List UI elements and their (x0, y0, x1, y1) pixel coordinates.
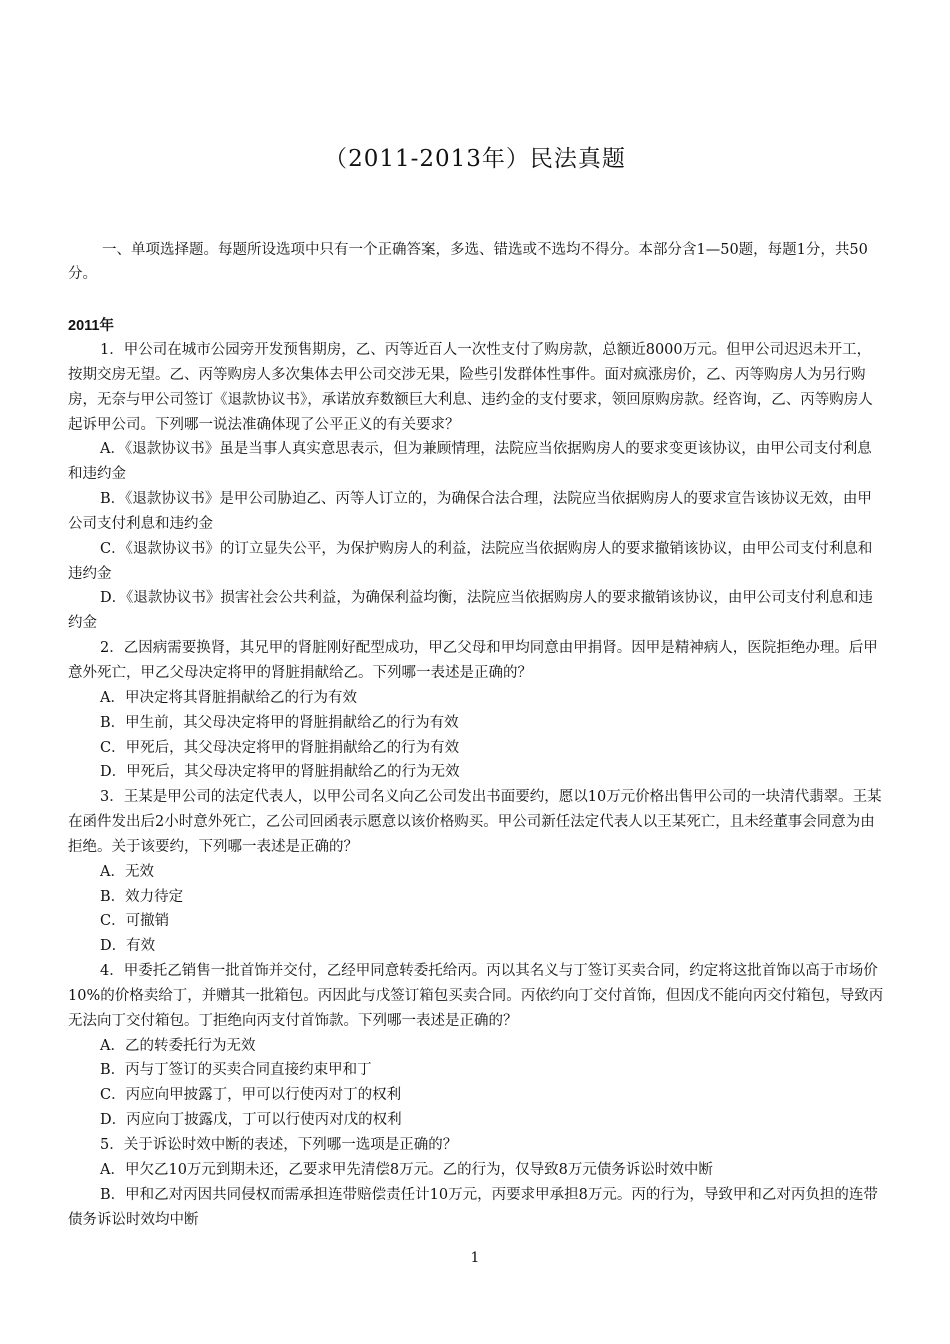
option-3d: D．有效 (100, 938, 156, 955)
option-4c: C．丙应向甲披露丁，甲可以行使丙对丁的权利 (100, 1087, 402, 1104)
page-number: 1 (470, 1250, 480, 1266)
option-1a: A．《退款协议书》虽是当事人真实意思表示，但为兼顾情理，法院应当依据购房人的要求变更该协议，由甲公司支付利息和违约金 (68, 441, 872, 483)
option-2b: B．甲生前，其父母决定将甲的肾脏捐献给乙的行为有效 (100, 714, 459, 731)
option-4a: A．乙的转委托行为无效 (100, 1037, 256, 1054)
question-2: 2．乙因病需要换肾，其兄甲的肾脏刚好配型成功，甲乙父母和甲均同意由甲捐肾。因甲是精神病人，医院拒绝办理。后甲意外死亡，甲乙父母决定将甲的肾脏捐献给乙。下列哪一表述是正确的？ (68, 640, 878, 681)
question-1: 1．甲公司在城市公园旁开发预售期房，乙、丙等近百人一次性支付了购房款，总额近8000万元。但甲公司迟迟未开工，按期交房无望。乙、丙等购房人多次集体去甲公司交涉无果，险些引发群体性事件。面对疯涨房价，乙、丙等购房人为另行购房，无奈与甲公司签订《退款协议书》，承诺放弃数额巨大利息、违约金的支付要求，领回原购房款。经咨询，乙、丙等购房人起诉甲公司。下列哪一说法准确体现了公平正义的有关要求？ (68, 342, 873, 433)
option-5b: B．甲和乙对丙因共同侵权而需承担连带赔偿责任计10万元，丙要求甲承担8万元。丙的行为，导致甲和乙对丙负担的连带债务诉讼时效均中断 (68, 1186, 878, 1228)
document-title: （2011-2013年）民法真题 (324, 146, 626, 172)
year-heading: 2011年 (68, 318, 114, 334)
question-3: 3．王某是甲公司的法定代表人，以甲公司名义向乙公司发出书面要约，愿以10万元价格出售甲公司的一块清代翡翠。王某在函件发出后2小时意外死亡，乙公司回函表示愿意以该价格购买。甲公司新任法定代表人以王某死亡，且未经董事会同意为由拒绝。关于该要约，下列哪一表述是正确的？ (68, 789, 882, 855)
option-1c: C．《退款协议书》的订立显失公平，为保护购房人的利益，法院应当依据购房人的要求撤销该协议，由甲公司支付利息和违约金 (68, 540, 873, 582)
option-2d: D．甲死后，其父母决定将甲的肾脏捐献给乙的行为无效 (100, 764, 460, 781)
option-3a: A．无效 (100, 863, 154, 880)
option-3c: C．可撤销 (100, 913, 170, 930)
option-2a: A．甲决定将其肾脏捐献给乙的行为有效 (100, 689, 357, 706)
option-5a: A．甲欠乙10万元到期未还，乙要求甲先清偿8万元。乙的行为，仅导致8万元债务诉讼时效中断 (100, 1161, 713, 1178)
option-1d: D．《退款协议书》损害社会公共利益，为确保利益均衡，法院应当依据购房人的要求撤销该协议，由甲公司支付利息和违约金 (68, 590, 873, 632)
section-intro: 一、单项选择题。每题所设选项中只有一个正确答案，多选、错选或不选均不得分。本部分含1—50题，每题1分，共50分。 (68, 242, 868, 282)
option-2c: C．甲死后，其父母决定将甲的肾脏捐献给乙的行为有效 (100, 739, 460, 756)
question-5: 5．关于诉讼时效中断的表述，下列哪一选项是正确的？ (100, 1137, 458, 1153)
question-body (68, 338, 884, 1232)
option-3b: B．效力待定 (100, 888, 184, 905)
option-4d: D．丙应向丁披露戊，丁可以行使丙对戊的权利 (100, 1112, 402, 1129)
option-4b: B．丙与丁签订的买卖合同直接约束甲和丁 (100, 1062, 372, 1079)
option-1b: B．《退款协议书》是甲公司胁迫乙、丙等人订立的，为确保合法合理，法院应当依据购房人的要求宣告该协议无效，由甲公司支付利息和违约金 (68, 491, 872, 532)
question-4: 4．甲委托乙销售一批首饰并交付，乙经甲同意转委托给丙。丙以其名义与丁签订买卖合同，约定将这批首饰以高于市场价10%的价格卖给丁，并赠其一批箱包。丙因此与戊签订箱包买卖合同。丙依约向丁交付首饰，但因戊不能向丙交付箱包，导致丙无法向丁交付箱包。丁拒绝向丙支付首饰款。下列哪一表述是正确的？ (68, 963, 884, 1029)
